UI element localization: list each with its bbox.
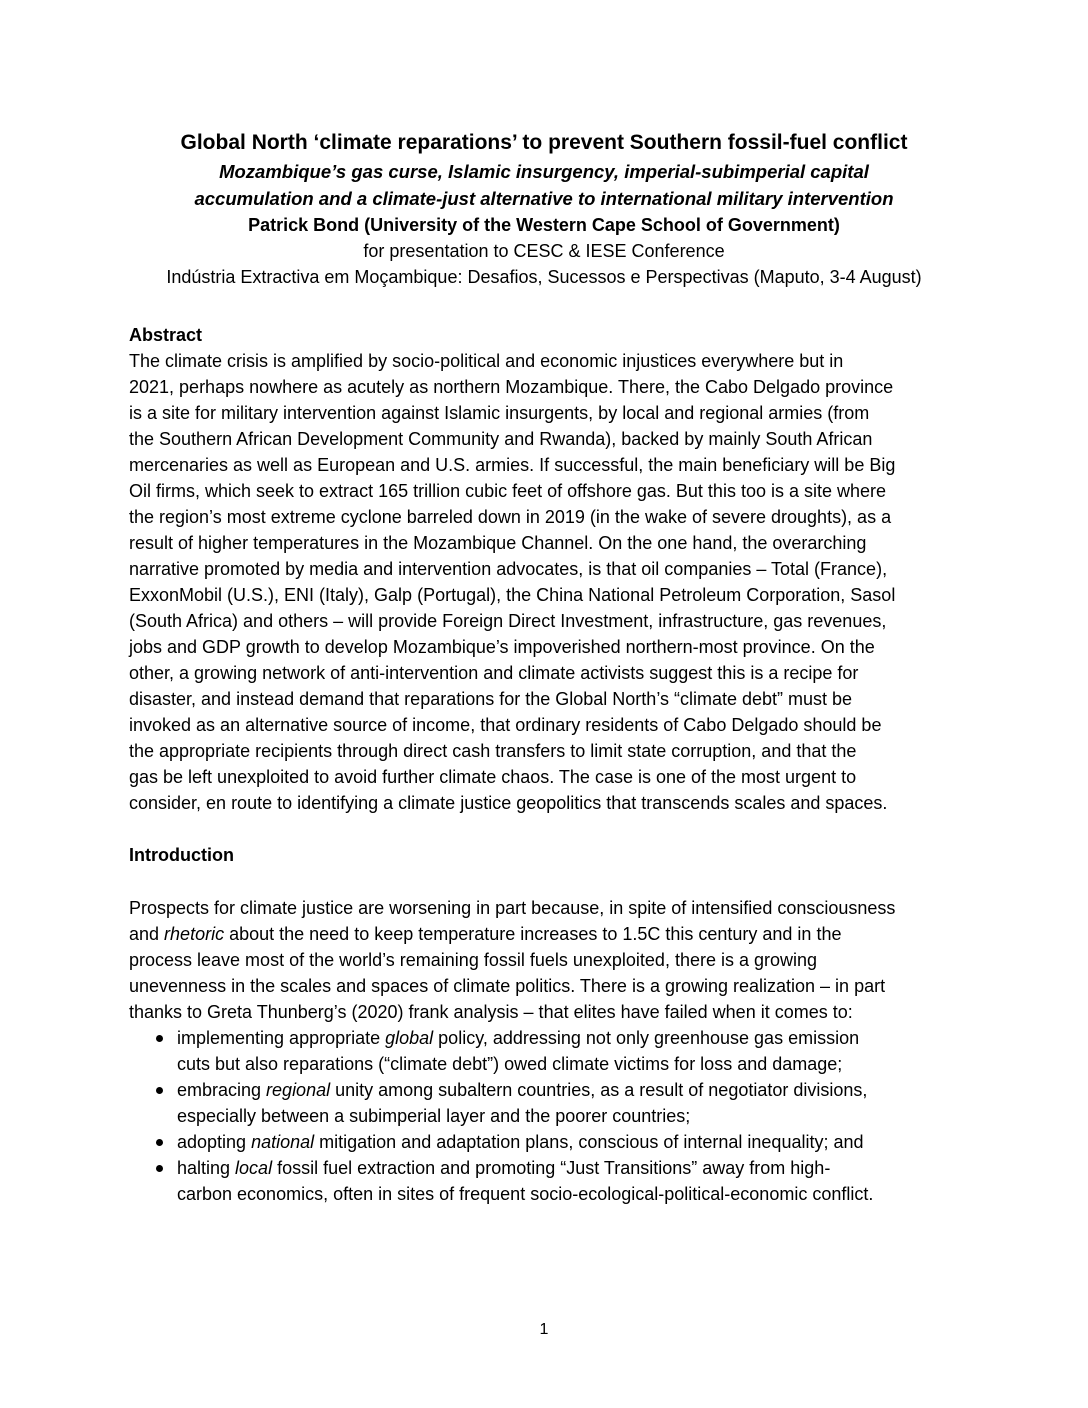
paper-title: Global North ‘climate reparations’ to prevent Southern fossil-fuel conflict — [180, 131, 908, 154]
intro-line: unevenness in the scales and spaces of climate politics. There is a growing realization – in part — [129, 976, 886, 996]
bullet-item-local — [129, 1155, 969, 1207]
bullet-emphasis: global — [385, 1028, 434, 1048]
bullet-continuation: carbon economics, often in sites of frequent socio-ecological-political-economic conflict. — [177, 1184, 874, 1204]
bullet-icon — [156, 1165, 163, 1172]
bullet-text: mitigation and adaptation plans, conscious of internal inequality; and — [314, 1132, 864, 1152]
bullet-text: embracing — [177, 1080, 267, 1100]
abstract-line: 2021, perhaps nowhere as acutely as northern Mozambique. There, the Cabo Delgado province — [129, 377, 894, 397]
abstract-line: mercenaries as well as European and U.S. armies. If successful, the main beneficiary will be Big — [129, 455, 896, 475]
introduction-body — [129, 895, 964, 1025]
bullet-item-national — [129, 1129, 969, 1155]
abstract-line: (South Africa) and others – will provide Foreign Direct Investment, infrastructure, gas revenues, — [129, 611, 887, 631]
bullet-emphasis: regional — [266, 1080, 331, 1100]
failures-bullet-list — [129, 1025, 969, 1207]
abstract-line: The climate crisis is amplified by socio-political and economic injustices everywhere but in — [129, 351, 844, 371]
abstract-paragraph — [129, 348, 964, 816]
abstract-line: jobs and GDP growth to develop Mozambique’s impoverished northern-most province. On the — [129, 637, 875, 657]
intro-line-text: about the need to keep temperature increases to 1.5C this century and in the — [224, 924, 842, 944]
bullet-emphasis: local — [235, 1158, 273, 1178]
bullet-line — [177, 1155, 969, 1181]
abstract-line: consider, en route to identifying a climate justice geopolitics that transcends scales and spaces. — [129, 793, 888, 813]
introduction-heading: Introduction — [129, 845, 234, 865]
abstract-line: ExxonMobil (U.S.), ENI (Italy), Galp (Portugal), the China National Petroleum Corporation, Sasol — [129, 585, 896, 605]
abstract-line: invoked as an alternative source of income, that ordinary residents of Cabo Delgado should be — [129, 715, 882, 735]
abstract-line: disaster, and instead demand that reparations for the Global North’s “climate debt” must be — [129, 689, 853, 709]
abstract-line: gas be left unexploited to avoid further climate chaos. The case is one of the most urgent to — [129, 767, 857, 787]
intro-emphasis: rhetoric — [164, 924, 225, 944]
abstract-line: result of higher temperatures in the Mozambique Channel. On the one hand, the overarching — [129, 533, 867, 553]
introduction-section — [129, 842, 964, 868]
abstract-line: Oil firms, which seek to extract 165 trillion cubic feet of offshore gas. But this too is a site where — [129, 481, 887, 501]
paper-author: Patrick Bond (University of the Western Cape School of Government) — [248, 215, 840, 235]
bullet-continuation: cuts but also reparations (“climate debt”) owed climate victims for loss and damage; — [177, 1054, 843, 1074]
bullet-text: unity among subaltern countries, as a result of negotiator divisions, — [330, 1080, 868, 1100]
abstract-line: narrative promoted by media and intervention advocates, is that oil companies – Total (France), — [129, 559, 888, 579]
abstract-line: the region’s most extreme cyclone barreled down in 2019 (in the wake of severe droughts), as a — [129, 507, 892, 527]
bullet-text: halting — [177, 1158, 236, 1178]
abstract-section — [129, 322, 964, 816]
abstract-heading: Abstract — [129, 325, 203, 345]
bullet-line — [177, 1129, 969, 1155]
paper-subtitle-line-1: Mozambique’s gas curse, Islamic insurgency, imperial-subimperial capital — [219, 161, 869, 182]
bullet-item-regional — [129, 1077, 969, 1129]
paper-header — [100, 128, 988, 290]
intro-line — [129, 921, 964, 947]
paper-subtitle-line-2: accumulation and a climate-just alternative to international military intervention — [194, 188, 894, 209]
bullet-item-global — [129, 1025, 969, 1077]
bullet-emphasis: national — [251, 1132, 315, 1152]
presentation-note: for presentation to CESC & IESE Conference — [363, 241, 725, 261]
bullet-text: policy, addressing not only greenhouse gas emission — [433, 1028, 860, 1048]
bullet-line — [177, 1025, 969, 1051]
bullet-text: fossil fuel extraction and promoting “Just Transitions” away from high- — [272, 1158, 831, 1178]
page-number: 1 — [539, 1321, 549, 1338]
bullet-text: adopting — [177, 1132, 252, 1152]
introduction-paragraph — [129, 895, 964, 1025]
abstract-line: the Southern African Development Community and Rwanda), backed by mainly South African — [129, 429, 873, 449]
intro-line: Prospects for climate justice are worsening in part because, in spite of intensified consciousness — [129, 898, 896, 918]
conference-name: Indústria Extractiva em Moçambique: Desafios, Sucessos e Perspectivas (Maputo, 3-4 August) — [166, 267, 922, 287]
abstract-line: the appropriate recipients through direct cash transfers to limit state corruption, and that the — [129, 741, 857, 761]
abstract-line: is a site for military intervention against Islamic insurgents, by local and regional armies (from — [129, 403, 870, 423]
intro-line: process leave most of the world’s remaining fossil fuels unexploited, there is a growing — [129, 950, 818, 970]
bullet-line — [177, 1077, 969, 1103]
abstract-line: other, a growing network of anti-intervention and climate activists suggest this is a recipe for — [129, 663, 859, 683]
intro-line: thanks to Greta Thunberg’s (2020) frank analysis – that elites have failed when it comes to: — [129, 1002, 853, 1022]
bullet-icon — [156, 1139, 163, 1146]
bullet-continuation: especially between a subimperial layer and the poorer countries; — [177, 1106, 691, 1126]
bullet-icon — [156, 1087, 163, 1094]
intro-line-text: and — [129, 924, 165, 944]
bullet-text: implementing appropriate — [177, 1028, 386, 1048]
bullet-icon — [156, 1035, 163, 1042]
